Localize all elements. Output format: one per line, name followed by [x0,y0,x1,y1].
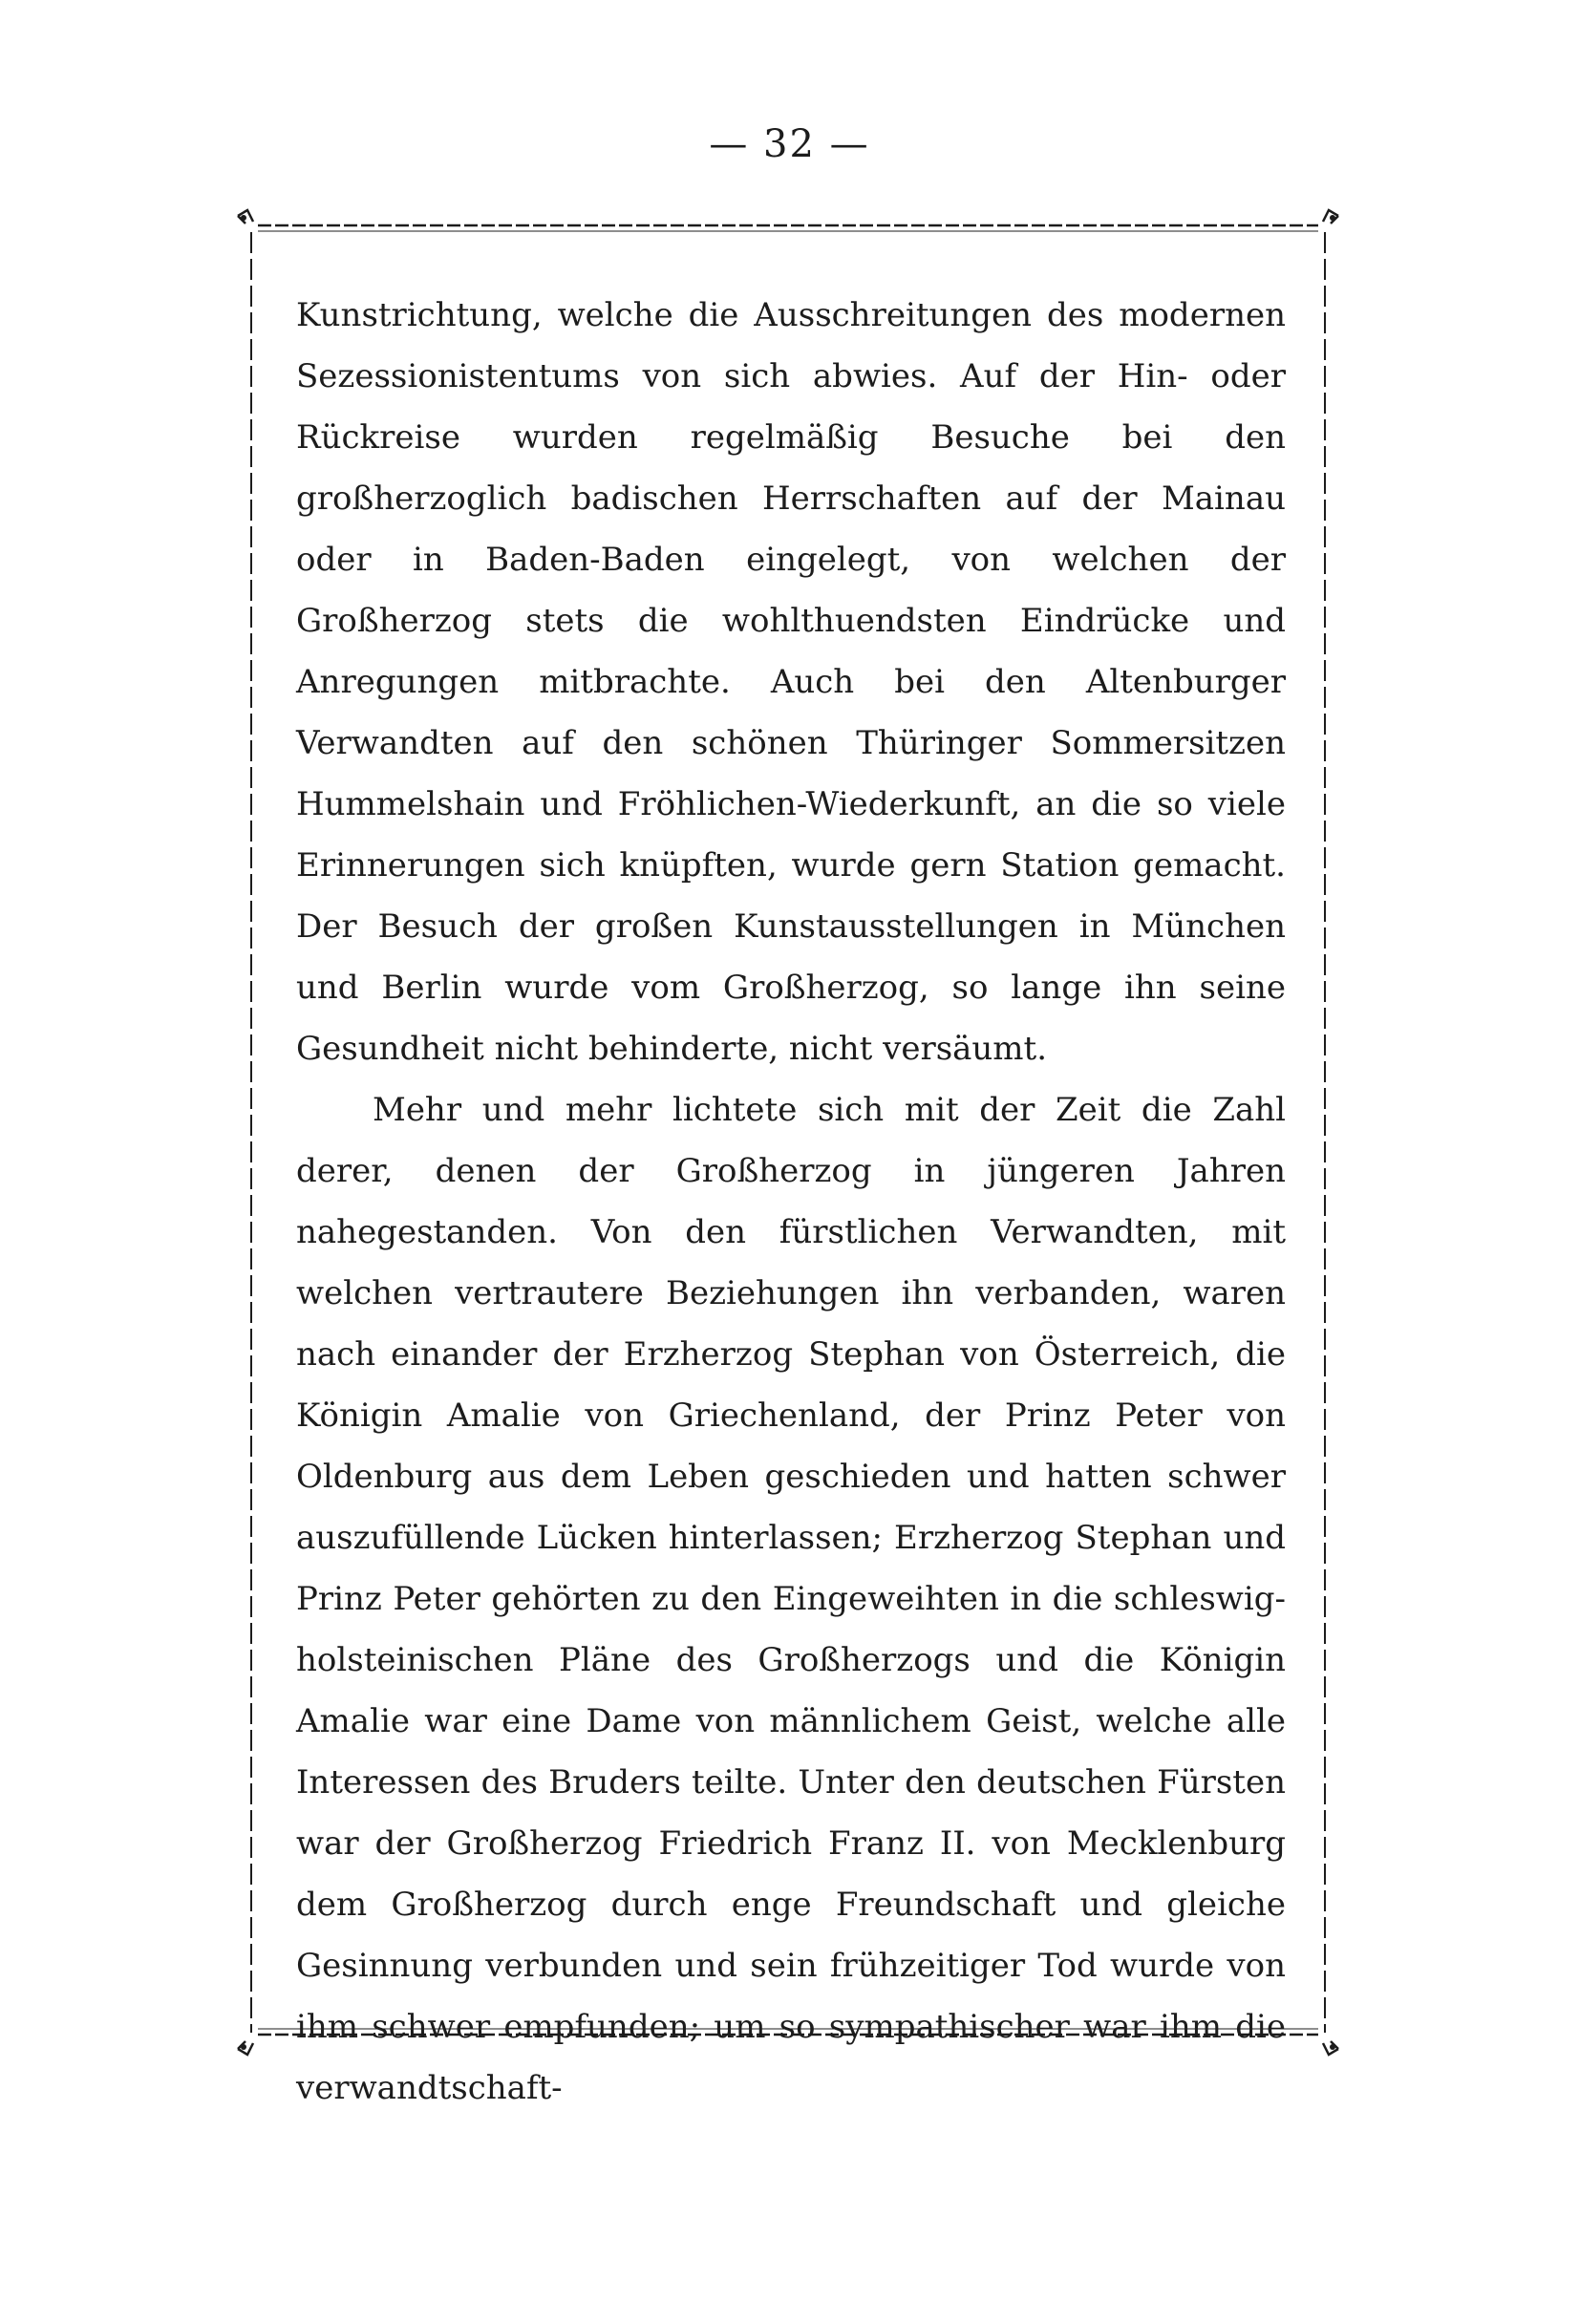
body-text [296,285,1286,2119]
paragraph-2: Mehr und mehr lichtete sich mit der Zeit die Zahl derer, denen der Großherzog in jüngeren Jahren nahegestanden. Von den fürstlichen Verwandten, mit welchen vertrautere Beziehungen ihn verbanden, waren nach einander der Erzherzog Stephan von Österreich, die Königin Amalie von Griechenland, der Prinz Peter von Oldenburg aus dem Leben geschieden und hatten schwer auszufüllende Lücken hinterlassen; Erzherzog Stephan und Prinz Peter gehörten zu den Eingeweihten in die schleswig-holsteinischen Pläne des Großherzogs und die Königin Amalie war eine Dame von männlichem Geist, welche alle Interessen des Bruders teilte. Unter den deutschen Fürsten war der Großherzog Friedrich Franz II. von Mecklenburg dem Großherzog durch enge Freundschaft und gleiche Gesinnung verbunden und sein frühzeitiger Tod wurde von ihm schwer empfunden; um so sympathischer war ihm die verwandtschaft- [296,1091,1286,2107]
paragraph-1: Kunstrichtung, welche die Ausschreitungen des modernen Sezessionistentums von sich abwies. Auf der Hin- oder Rückreise wurden regelmäßig Besuche bei den großherzoglich badischen Herrschaften auf der Mainau oder in Baden-Baden eingelegt, von welchen der Großherzog stets die wohlthuendsten Eindrücke und Anregungen mitbrachte. Auch bei den Altenburger Verwandten auf den schönen Thüringer Sommersitzen Hummelshain und Fröhlichen-Wiederkunft, an die so viele Erinnerungen sich knüpften, wurde gern Station gemacht. Der Besuch der großen Kunstausstellungen in München und Berlin wurde vom Großherzog, so lange ihn seine Gesundheit nicht behinderte, nicht versäumt. [296,296,1286,1068]
page-number: — 32 — [709,122,870,166]
